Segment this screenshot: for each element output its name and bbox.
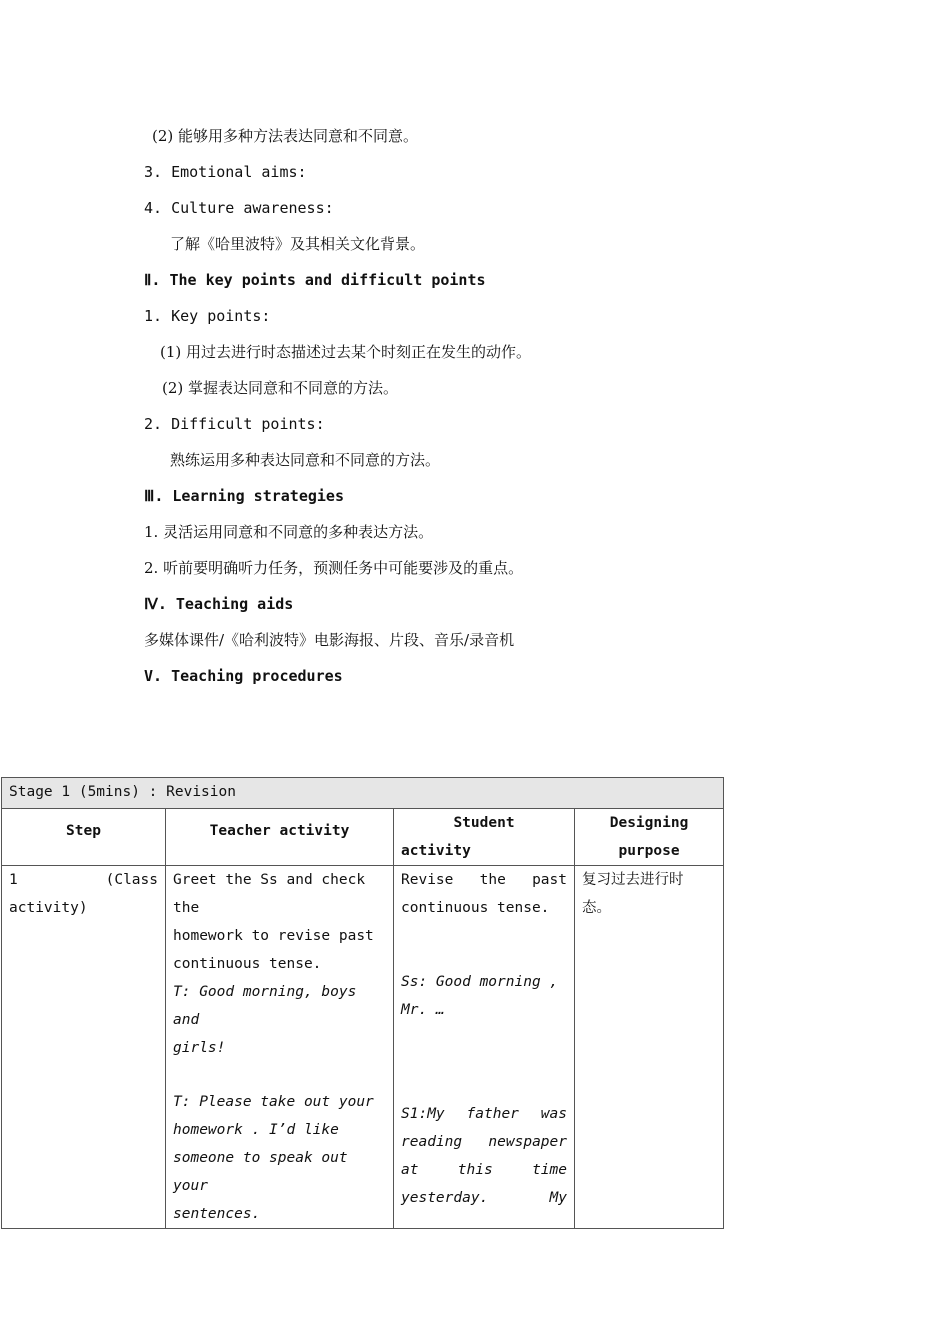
step-activity: activity) (9, 900, 88, 916)
section-2-heading: Ⅱ. The key points and difficult points (144, 271, 486, 289)
spacer (401, 1024, 567, 1100)
step-line1 (9, 866, 158, 894)
header-designing-purpose (575, 809, 724, 866)
student-line: yesterday. My (401, 1190, 567, 1206)
teacher-line: continuous tense. (173, 956, 322, 972)
section-5-heading: V. Teaching procedures (144, 667, 343, 685)
student-line: reading newspaper (401, 1134, 567, 1150)
purpose-line: 复习过去进行时 (582, 872, 684, 888)
header-student-line2: activity (401, 843, 471, 859)
teacher-line: Greet the Ss and check the (173, 872, 366, 916)
section-3-heading: Ⅲ. Learning strategies (144, 487, 344, 505)
stage-title: Stage 1 (5mins) : Revision (2, 778, 724, 809)
table-header-row (2, 809, 724, 866)
purpose-line: 态。 (582, 900, 611, 916)
designing-purpose-cell (575, 866, 724, 1229)
teacher-line: sentences. (173, 1206, 261, 1222)
culture-awareness-text: 了解《哈里波特》及其相关文化背景。 (170, 235, 426, 253)
difficult-point-text: 熟练运用多种表达同意和不同意的方法。 (170, 451, 441, 469)
student-line: S1:My father was (401, 1106, 567, 1122)
stage-row (2, 778, 724, 809)
step-number: 1 (9, 872, 18, 888)
teaching-procedures-table (1, 777, 724, 1229)
header-purpose-line2: purpose (618, 843, 680, 859)
spacer (173, 1062, 386, 1088)
teacher-activity-cell (166, 866, 394, 1229)
header-student-line1: Student (453, 815, 515, 831)
teacher-line: someone to speak out your (173, 1150, 348, 1194)
spacer (401, 922, 567, 968)
strategy-2: 2. 听前要明确听力任务，预测任务中可能要涉及的重点。 (144, 559, 524, 577)
strategy-1: 1. 灵活运用同意和不同意的多种表达方法。 (144, 523, 434, 541)
teacher-line: T: Good morning, boys and (173, 984, 357, 1028)
teacher-line: T: Please take out your (173, 1094, 374, 1110)
teaching-aids-text: 多媒体课件/《哈利波特》电影海报、片段、音乐/录音机 (144, 631, 515, 649)
table-row (2, 866, 724, 1229)
student-line: continuous tense. (401, 900, 550, 916)
teacher-line: girls! (173, 1040, 226, 1056)
student-line: Mr. … (401, 1002, 445, 1018)
student-line: Ss: Good morning , (401, 974, 559, 990)
header-step: Step (2, 809, 166, 866)
teacher-line: homework to revise past (173, 928, 374, 944)
emotional-aims-heading: 3. Emotional aims: (144, 163, 307, 181)
difficult-points-heading: 2. Difficult points: (144, 415, 325, 433)
section-4-heading: Ⅳ. Teaching aids (144, 595, 294, 613)
aim-2-line: (2) 能够用多种方法表达同意和不同意。 (152, 127, 419, 145)
student-line: at this time (401, 1162, 567, 1178)
header-student-activity (394, 809, 575, 866)
header-purpose-line1: Designing (609, 815, 689, 831)
header-teacher-activity: Teacher activity (166, 809, 394, 866)
key-points-heading: 1. Key points: (144, 307, 271, 325)
step-class: (Class (105, 872, 158, 888)
student-activity-cell (394, 866, 575, 1229)
key-point-2: (2) 掌握表达同意和不同意的方法。 (162, 379, 399, 397)
culture-awareness-heading: 4. Culture awareness: (144, 199, 334, 217)
student-line: Revise the past (401, 872, 567, 888)
teacher-line: homework . I’d like (173, 1122, 339, 1138)
key-point-1: (1) 用过去进行时态描述过去某个时刻正在发生的动作。 (160, 343, 532, 361)
step-cell (2, 866, 166, 1229)
